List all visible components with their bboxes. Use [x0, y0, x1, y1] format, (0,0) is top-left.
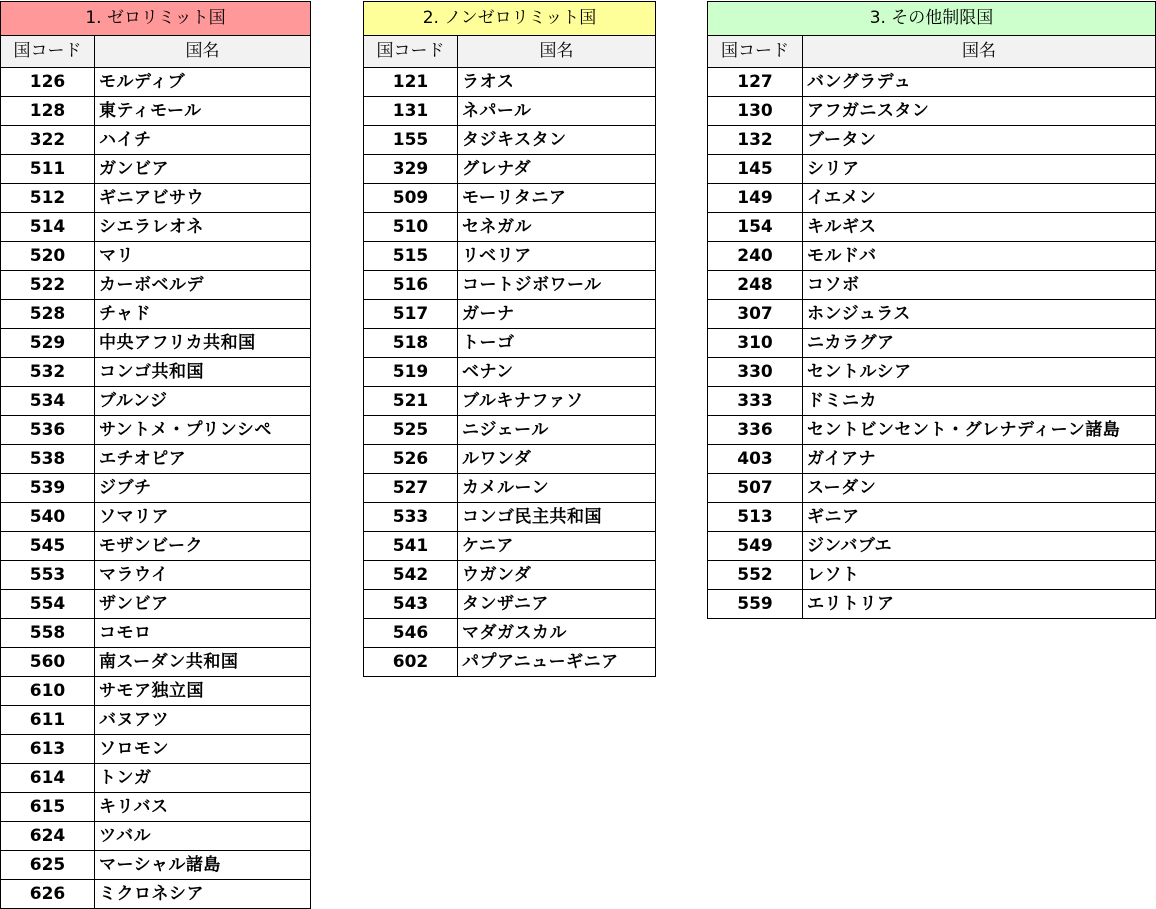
table-row: [1, 619, 311, 648]
country-name-cell: コソボ: [803, 271, 1156, 300]
column-header-row: [708, 36, 1156, 68]
country-code-cell: 518: [364, 329, 458, 358]
country-code-cell: 515: [364, 242, 458, 271]
table-row: [364, 242, 656, 271]
table-row: [364, 358, 656, 387]
country-name-cell: ラオス: [458, 68, 656, 97]
country-name-cell: セントルシア: [803, 358, 1156, 387]
country-code-cell: 542: [364, 561, 458, 590]
table-row: [364, 474, 656, 503]
country-name-cell: ソマリア: [95, 503, 311, 532]
table-row: [708, 503, 1156, 532]
country-name-cell: ネパール: [458, 97, 656, 126]
country-name-cell: ガーナ: [458, 300, 656, 329]
country-name-cell: キルギス: [803, 213, 1156, 242]
country-code-cell: 511: [1, 155, 95, 184]
country-name-cell: アフガニスタン: [803, 97, 1156, 126]
table-row: [1, 242, 311, 271]
country-name-cell: エチオピア: [95, 445, 311, 474]
country-name-cell: ジブチ: [95, 474, 311, 503]
table-row: [708, 358, 1156, 387]
country-code-cell: 322: [1, 126, 95, 155]
table-row: [708, 474, 1156, 503]
table-row: [364, 445, 656, 474]
country-code-cell: 532: [1, 358, 95, 387]
column-header-row: [364, 36, 656, 68]
table-row: [364, 590, 656, 619]
country-code-cell: 127: [708, 68, 803, 97]
table-title-row: [364, 2, 656, 36]
country-code-cell: 520: [1, 242, 95, 271]
table-row: [364, 619, 656, 648]
table-row: [1, 213, 311, 242]
column-header-row: [1, 36, 311, 68]
country-name-cell: サモア独立国: [95, 677, 311, 706]
country-name-cell: ドミニカ: [803, 387, 1156, 416]
country-name-cell: ツバル: [95, 822, 311, 851]
country-code-cell: 517: [364, 300, 458, 329]
country-name-cell: マリ: [95, 242, 311, 271]
country-name-cell: モーリタニア: [458, 184, 656, 213]
country-name-cell: ソロモン: [95, 735, 311, 764]
country-code-cell: 525: [364, 416, 458, 445]
country-code-cell: 145: [708, 155, 803, 184]
country-code-cell: 536: [1, 416, 95, 445]
country-name-cell: シリア: [803, 155, 1156, 184]
country-name-cell: サントメ・プリンシペ: [95, 416, 311, 445]
country-code-cell: 132: [708, 126, 803, 155]
country-code-cell: 549: [708, 532, 803, 561]
table-row: [1, 764, 311, 793]
table-row: [364, 561, 656, 590]
country-name-cell: モルディブ: [95, 68, 311, 97]
country-name-cell: マラウイ: [95, 561, 311, 590]
table-row: [708, 416, 1156, 445]
country-code-cell: 614: [1, 764, 95, 793]
table-row: [708, 561, 1156, 590]
country-name-cell: カーボベルデ: [95, 271, 311, 300]
country-code-cell: 613: [1, 735, 95, 764]
country-name-cell: ミクロネシア: [95, 880, 311, 909]
country-name-cell: ホンジュラス: [803, 300, 1156, 329]
table-row: [1, 68, 311, 97]
table-row: [708, 155, 1156, 184]
country-code-cell: 149: [708, 184, 803, 213]
country-name-header: 国名: [95, 36, 311, 68]
table-row: [708, 126, 1156, 155]
table-row: [708, 213, 1156, 242]
country-code-cell: 155: [364, 126, 458, 155]
country-name-cell: ベナン: [458, 358, 656, 387]
table-row: [708, 532, 1156, 561]
country-name-cell: ニジェール: [458, 416, 656, 445]
country-code-cell: 509: [364, 184, 458, 213]
table-row: [708, 445, 1156, 474]
country-name-cell: 東ティモール: [95, 97, 311, 126]
country-name-cell: コンゴ民主共和国: [458, 503, 656, 532]
table-row: [364, 503, 656, 532]
table-row: [708, 300, 1156, 329]
country-code-cell: 333: [708, 387, 803, 416]
country-code-cell: 553: [1, 561, 95, 590]
nonzero-limit-table: [363, 1, 656, 677]
country-name-header: 国名: [458, 36, 656, 68]
country-code-cell: 602: [364, 648, 458, 677]
country-name-cell: バングラデュ: [803, 68, 1156, 97]
table-row: [364, 97, 656, 126]
country-name-cell: カメルーン: [458, 474, 656, 503]
country-code-cell: 527: [364, 474, 458, 503]
country-name-cell: マダガスカル: [458, 619, 656, 648]
country-code-cell: 533: [364, 503, 458, 532]
country-name-cell: ガイアナ: [803, 445, 1156, 474]
table-title: 1. ゼロリミット国: [1, 2, 311, 36]
country-code-cell: 624: [1, 822, 95, 851]
table-title-row: [1, 2, 311, 36]
table-row: [1, 387, 311, 416]
zero-limit-table: [0, 1, 311, 909]
table-row: [1, 300, 311, 329]
country-name-cell: レソト: [803, 561, 1156, 590]
table-row: [364, 213, 656, 242]
country-code-cell: 248: [708, 271, 803, 300]
country-code-cell: 625: [1, 851, 95, 880]
country-code-cell: 513: [708, 503, 803, 532]
country-code-cell: 539: [1, 474, 95, 503]
country-code-cell: 528: [1, 300, 95, 329]
table-row: [708, 590, 1156, 619]
table-row: [1, 126, 311, 155]
country-code-cell: 336: [708, 416, 803, 445]
country-name-cell: ハイチ: [95, 126, 311, 155]
country-name-cell: コモロ: [95, 619, 311, 648]
country-name-cell: イエメン: [803, 184, 1156, 213]
country-code-cell: 121: [364, 68, 458, 97]
table-row: [1, 474, 311, 503]
country-code-cell: 540: [1, 503, 95, 532]
country-name-cell: ジンバブエ: [803, 532, 1156, 561]
table-row: [1, 97, 311, 126]
table-row: [1, 880, 311, 909]
table-row: [1, 532, 311, 561]
country-name-cell: ルワンダ: [458, 445, 656, 474]
country-name-cell: ニカラグア: [803, 329, 1156, 358]
table-row: [364, 387, 656, 416]
table-row: [364, 68, 656, 97]
table-row: [364, 126, 656, 155]
table-row: [364, 271, 656, 300]
country-code-cell: 559: [708, 590, 803, 619]
table-row: [1, 648, 311, 677]
country-code-cell: 154: [708, 213, 803, 242]
country-code-cell: 330: [708, 358, 803, 387]
country-name-cell: エリトリア: [803, 590, 1156, 619]
country-name-cell: キリバス: [95, 793, 311, 822]
country-code-cell: 552: [708, 561, 803, 590]
table-row: [1, 706, 311, 735]
country-code-cell: 545: [1, 532, 95, 561]
country-code-cell: 529: [1, 329, 95, 358]
table-row: [1, 358, 311, 387]
table-row: [1, 329, 311, 358]
country-code-cell: 526: [364, 445, 458, 474]
country-code-cell: 534: [1, 387, 95, 416]
country-code-cell: 560: [1, 648, 95, 677]
table-row: [1, 561, 311, 590]
country-name-cell: スーダン: [803, 474, 1156, 503]
country-name-cell: パプアニューギニア: [458, 648, 656, 677]
country-code-cell: 310: [708, 329, 803, 358]
other-restricted-table: [707, 1, 1156, 619]
table-row: [708, 97, 1156, 126]
table-row: [1, 503, 311, 532]
country-name-cell: トンガ: [95, 764, 311, 793]
country-name-cell: モルドバ: [803, 242, 1156, 271]
table-row: [1, 416, 311, 445]
table-row: [1, 271, 311, 300]
table-row: [364, 300, 656, 329]
country-name-cell: ブータン: [803, 126, 1156, 155]
country-name-cell: コートジボワール: [458, 271, 656, 300]
table-row: [708, 184, 1156, 213]
table-row: [1, 155, 311, 184]
table-row: [364, 329, 656, 358]
country-code-cell: 131: [364, 97, 458, 126]
table-row: [708, 387, 1156, 416]
country-name-cell: モザンビーク: [95, 532, 311, 561]
table-row: [708, 271, 1156, 300]
country-code-header: 国コード: [364, 36, 458, 68]
country-name-cell: ガンビア: [95, 155, 311, 184]
country-code-cell: 521: [364, 387, 458, 416]
country-code-cell: 541: [364, 532, 458, 561]
country-code-cell: 307: [708, 300, 803, 329]
country-name-cell: ザンビア: [95, 590, 311, 619]
country-code-cell: 507: [708, 474, 803, 503]
country-code-cell: 554: [1, 590, 95, 619]
table-row: [364, 184, 656, 213]
table-row: [364, 648, 656, 677]
country-name-cell: チャド: [95, 300, 311, 329]
table-row: [1, 851, 311, 880]
country-name-cell: タンザニア: [458, 590, 656, 619]
country-name-cell: グレナダ: [458, 155, 656, 184]
country-name-cell: ブルンジ: [95, 387, 311, 416]
country-code-cell: 516: [364, 271, 458, 300]
table-row: [364, 155, 656, 184]
country-name-cell: ギニアビサウ: [95, 184, 311, 213]
country-code-cell: 615: [1, 793, 95, 822]
country-code-cell: 538: [1, 445, 95, 474]
country-code-header: 国コード: [1, 36, 95, 68]
country-name-cell: セネガル: [458, 213, 656, 242]
country-name-cell: シエラレオネ: [95, 213, 311, 242]
country-code-cell: 558: [1, 619, 95, 648]
country-name-cell: 南スーダン共和国: [95, 648, 311, 677]
country-code-cell: 403: [708, 445, 803, 474]
table-row: [1, 677, 311, 706]
table-row: [1, 793, 311, 822]
country-name-cell: バヌアツ: [95, 706, 311, 735]
country-code-cell: 519: [364, 358, 458, 387]
table-title-row: [708, 2, 1156, 36]
country-name-header: 国名: [803, 36, 1156, 68]
table-row: [364, 532, 656, 561]
table-title: 2. ノンゼロリミット国: [364, 2, 656, 36]
country-code-cell: 510: [364, 213, 458, 242]
country-code-cell: 512: [1, 184, 95, 213]
country-code-cell: 240: [708, 242, 803, 271]
country-code-cell: 130: [708, 97, 803, 126]
table-row: [1, 445, 311, 474]
table-row: [1, 822, 311, 851]
table-row: [1, 735, 311, 764]
country-code-cell: 543: [364, 590, 458, 619]
country-code-cell: 611: [1, 706, 95, 735]
country-name-cell: ギニア: [803, 503, 1156, 532]
country-code-cell: 626: [1, 880, 95, 909]
country-name-cell: リベリア: [458, 242, 656, 271]
table-row: [1, 184, 311, 213]
country-name-cell: タジキスタン: [458, 126, 656, 155]
country-name-cell: ブルキナファソ: [458, 387, 656, 416]
country-code-cell: 126: [1, 68, 95, 97]
country-name-cell: トーゴ: [458, 329, 656, 358]
country-name-cell: ウガンダ: [458, 561, 656, 590]
country-code-cell: 546: [364, 619, 458, 648]
country-code-cell: 610: [1, 677, 95, 706]
country-name-cell: ケニア: [458, 532, 656, 561]
country-code-cell: 514: [1, 213, 95, 242]
table-row: [708, 242, 1156, 271]
table-title: 3. その他制限国: [708, 2, 1156, 36]
table-row: [708, 329, 1156, 358]
country-name-cell: 中央アフリカ共和国: [95, 329, 311, 358]
country-code-cell: 128: [1, 97, 95, 126]
country-code-cell: 522: [1, 271, 95, 300]
table-row: [1, 590, 311, 619]
country-name-cell: マーシャル諸島: [95, 851, 311, 880]
country-name-cell: コンゴ共和国: [95, 358, 311, 387]
country-name-cell: セントビンセント・グレナディーン諸島: [803, 416, 1156, 445]
country-code-header: 国コード: [708, 36, 803, 68]
table-row: [364, 416, 656, 445]
table-row: [708, 68, 1156, 97]
country-code-cell: 329: [364, 155, 458, 184]
